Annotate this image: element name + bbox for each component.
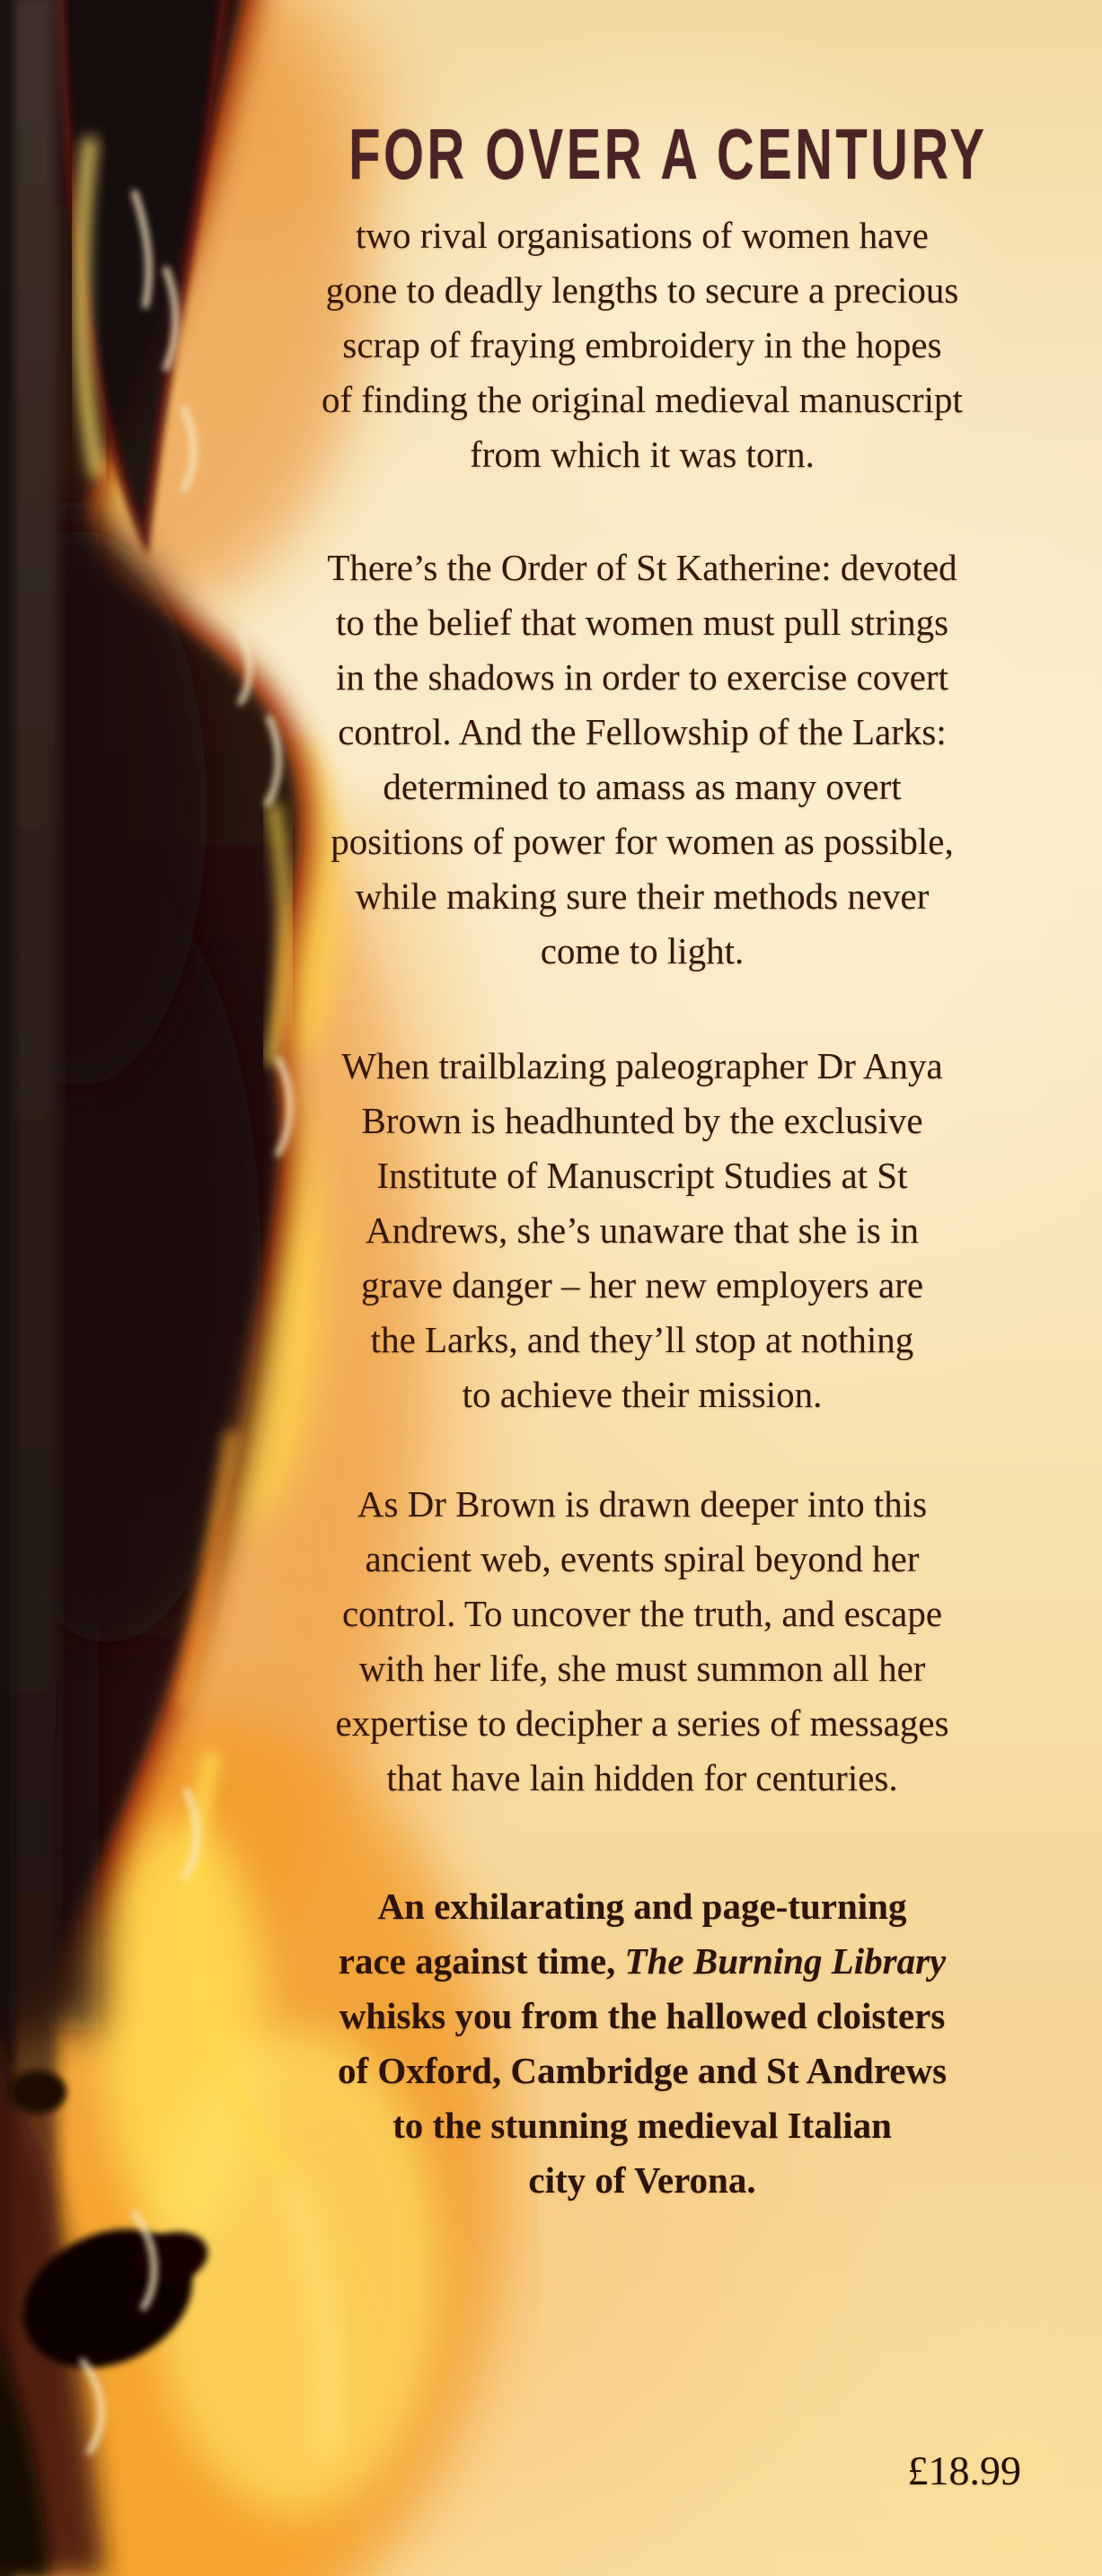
- blurb-text-segment: of Oxford, Cambridge and St Andrews: [337, 2050, 948, 2091]
- blurb-line: control. And the Fellowship of the Larks:: [338, 711, 947, 752]
- blurb-line: positions of power for women as possible,: [331, 821, 954, 862]
- blurb-line: control. To uncover the truth, and escape: [341, 1593, 943, 1634]
- blurb-paragraph-5: [225, 1879, 1060, 2208]
- blurb-line: grave danger – her new employers are: [360, 1264, 924, 1306]
- price-label: £18.99: [907, 2448, 1021, 2493]
- blurb-line: Andrews, she’s unaware that she is in: [365, 1209, 919, 1251]
- blurb-line: while making sure their methods never: [355, 875, 930, 917]
- blurb-line: [225, 1879, 1060, 1934]
- blurb-line: There’s the Order of St Katherine: devoted: [327, 547, 957, 588]
- blurb-line: in the shadows in order to exercise covert: [336, 656, 948, 698]
- blurb-line: Institute of Manuscript Studies at St: [376, 1155, 908, 1196]
- blurb-line: with her life, she must summon all her: [358, 1648, 926, 1689]
- blurb-line: As Dr Brown is drawn deeper into this: [357, 1483, 928, 1525]
- blurb-line: [225, 2098, 1060, 2153]
- blurb-line: determined to amass as many overt: [383, 766, 902, 807]
- blurb-paragraph-2: [225, 541, 1060, 979]
- blurb-paragraph-1: [225, 208, 1060, 482]
- blurb-line: Brown is headhunted by the exclusive: [361, 1100, 923, 1141]
- blurb-line: that have lain hidden for centuries.: [386, 1757, 898, 1798]
- blurb-line: the Larks, and they’ll stop at nothing: [370, 1319, 914, 1360]
- blurb-line: of finding the original medieval manuscript: [322, 379, 963, 420]
- blurb-line: ancient web, events spiral beyond her: [365, 1538, 920, 1579]
- blurb-line: [225, 2153, 1060, 2208]
- blurb-line: come to light.: [540, 930, 745, 971]
- blurb-line: expertise to decipher a series of messages: [335, 1702, 949, 1744]
- blurb: [225, 114, 1060, 2208]
- blurb-text-segment: city of Verona.: [528, 2159, 756, 2201]
- blurb-text-segment: to the stunning medieval Italian: [392, 2105, 892, 2146]
- blurb-line: When trailblazing paleographer Dr Anya: [341, 1045, 943, 1086]
- blurb-paragraphs: [225, 208, 1060, 2208]
- blurb-text-segment: race against time,: [338, 1940, 625, 1982]
- blurb-line: gone to deadly lengths to secure a precious: [325, 269, 959, 311]
- blurb-paragraph-4: [225, 1477, 1060, 1806]
- blurb-heading: [225, 114, 1060, 194]
- blurb-line: from which it was torn.: [470, 434, 815, 475]
- blurb-line: [225, 1989, 1060, 2044]
- blurb-paragraph-3: [225, 1039, 1060, 1422]
- book-title-italic: The Burning Library: [624, 1940, 947, 1982]
- blurb-heading-text: FOR OVER A CENTURY: [348, 114, 988, 194]
- blurb-text-segment: An exhilarating and page-turning: [377, 1886, 907, 1927]
- blurb-text-segment: whisks you from the hallowed cloisters: [339, 1995, 946, 2036]
- blurb-line: [225, 1934, 1060, 1989]
- blurb-line: to achieve their mission.: [462, 1374, 823, 1415]
- blurb-line: [225, 2044, 1060, 2098]
- blurb-line: two rival organisations of women have: [355, 215, 930, 256]
- blurb-line: to the belief that women must pull strings: [335, 602, 949, 643]
- blurb-line: scrap of fraying embroidery in the hopes: [342, 324, 942, 365]
